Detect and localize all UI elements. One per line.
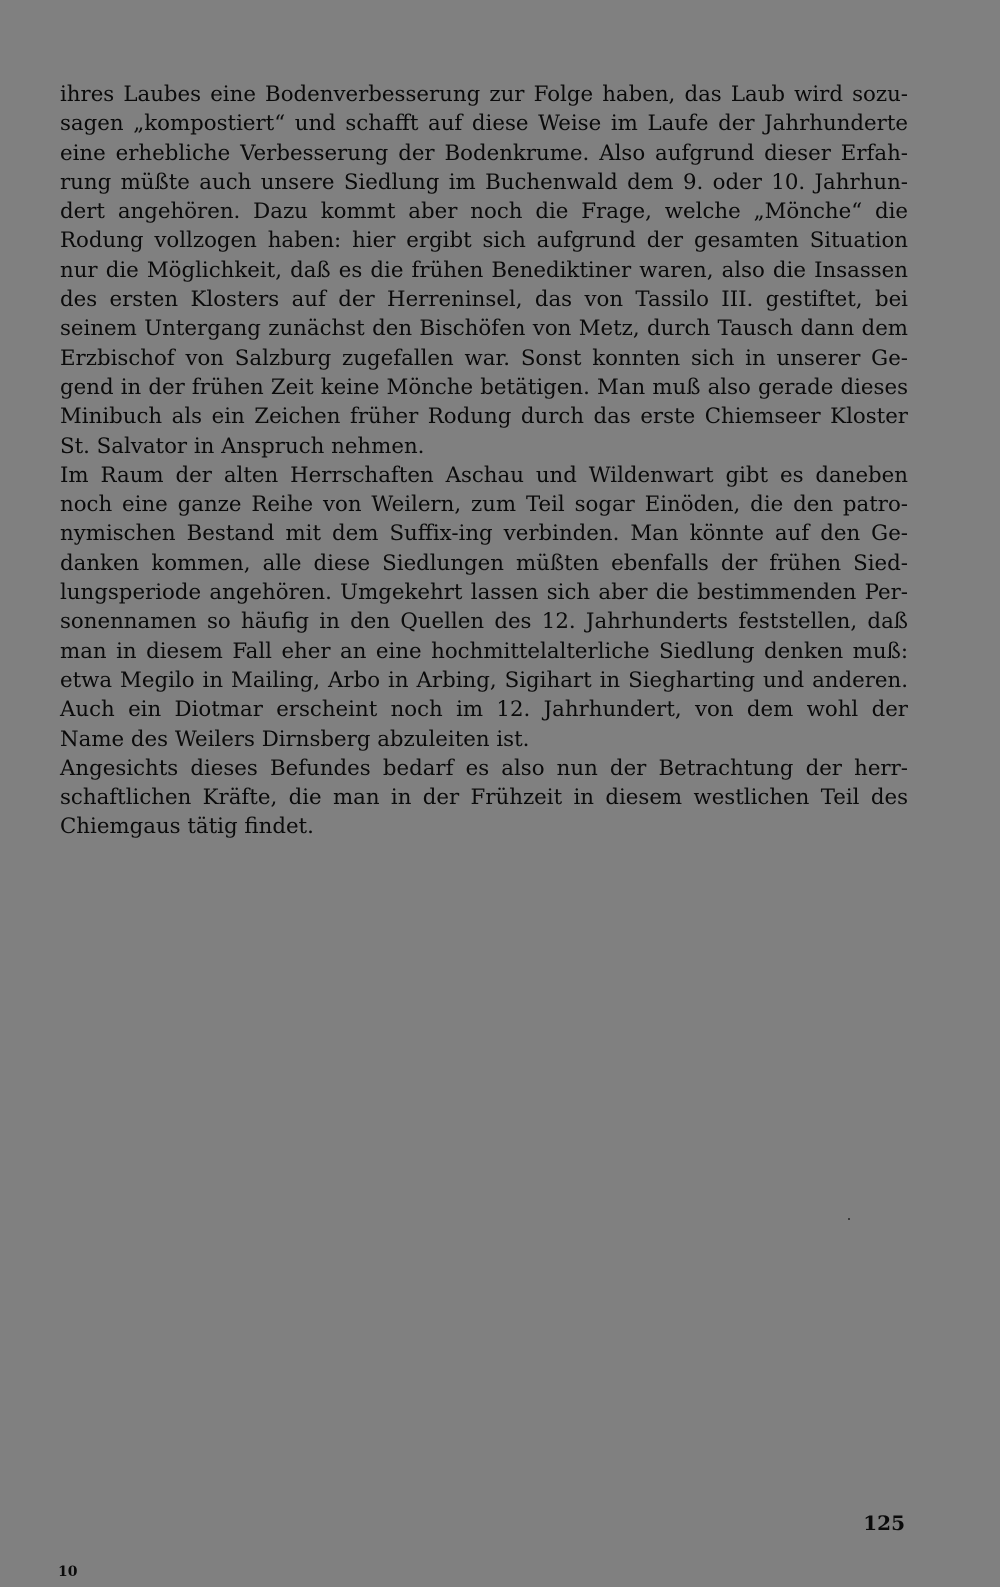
page-number: 125	[863, 1511, 905, 1535]
text-line: Erzbischof von Salzburg zugefallen war. Sonst konnten sich in unserer Ge-	[60, 345, 908, 371]
text-line: sagen „kompostiert“ und schafft auf diese Weise im Laufe der Jahrhunderte	[60, 111, 908, 137]
text-line: St. Salvator in Anspruch nehmen.	[60, 433, 425, 459]
text-line: gend in der frühen Zeit keine Mönche betätigen. Man muß also gerade dieses	[60, 374, 908, 400]
text-line: Minibuch als ein Zeichen früher Rodung durch das erste Chiemseer Kloster	[60, 404, 908, 430]
text-line: sonennamen so häufig in den Quellen des 12. Jahrhunderts feststellen, daß	[60, 609, 908, 635]
paragraph-3	[60, 754, 908, 842]
text-line: lungsperiode angehören. Umgekehrt lassen sich aber die bestimmenden Per-	[60, 580, 908, 606]
text-line: Auch ein Diotmar erscheint noch im 12. Jahrhundert, von dem wohl der	[60, 697, 908, 723]
text-line: danken kommen, alle diese Siedlungen müßten ebenfalls der frühen Sied-	[60, 550, 908, 576]
text-line: des ersten Klosters auf der Herreninsel, das von Tassilo III. gestiftet, bei	[60, 287, 908, 313]
scan-speck	[848, 1218, 850, 1220]
text-line: Rodung vollzogen haben: hier ergibt sich aufgrund der gesamten Situation	[60, 228, 908, 254]
text-line: rung müßte auch unsere Siedlung im Buchenwald dem 9. oder 10. Jahrhun-	[60, 169, 908, 195]
text-line: ihres Laubes eine Bodenverbesserung zur Folge haben, das Laub wird sozu-	[60, 82, 908, 107]
text-line: Name des Weilers Dirnsberg abzuleiten ist.	[60, 726, 530, 752]
text-line: Angesichts dieses Befundes bedarf es also nun der Betrachtung der herr-	[60, 755, 908, 781]
paragraph-2	[60, 461, 908, 754]
body-text	[60, 80, 908, 842]
text-line: eine erhebliche Verbesserung der Bodenkrume. Also aufgrund dieser Erfah-	[60, 140, 908, 166]
text-line: noch eine ganze Reihe von Weilern, zum Teil sogar Einöden, die den patro-	[60, 492, 908, 518]
text-line: man in diesem Fall eher an eine hochmittelalterliche Siedlung denken muß:	[60, 638, 908, 664]
text-line: dert angehören. Dazu kommt aber noch die Frage, welche „Mönche“ die	[60, 199, 908, 225]
text-line: etwa Megilo in Mailing, Arbo in Arbing, Sigihart in Siegharting und anderen.	[60, 667, 908, 693]
text-line: Chiemgaus tätig findet.	[60, 814, 314, 840]
text-line: nur die Möglichkeit, daß es die frühen Benediktiner waren, also die Insassen	[60, 257, 908, 283]
signature-mark: 10	[58, 1564, 78, 1580]
text-line: nymischen Bestand mit dem Suffix-ing verbinden. Man könnte auf den Ge-	[60, 521, 908, 547]
text-line: schaftlichen Kräfte, die man in der Frühzeit in diesem westlichen Teil des	[60, 785, 908, 811]
text-line: Im Raum der alten Herrschaften Aschau und Wildenwart gibt es daneben	[60, 462, 908, 488]
paragraph-1	[60, 80, 908, 461]
text-line: seinem Untergang zunächst den Bischöfen von Metz, durch Tausch dann dem	[60, 316, 908, 342]
